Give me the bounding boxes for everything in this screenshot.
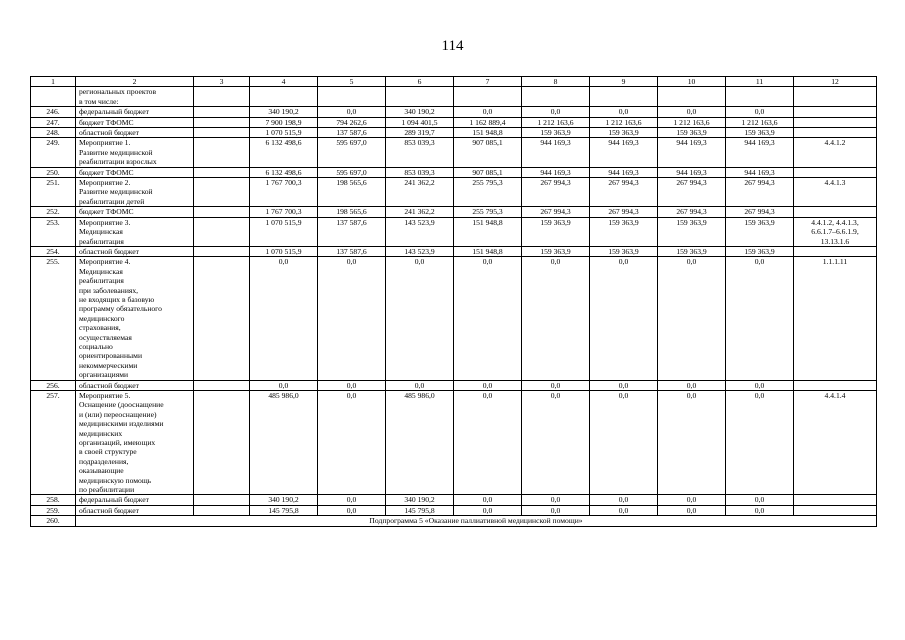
column-header: 1 [31,77,76,87]
value-cell: 1 212 163,6 [658,117,726,127]
description-cell: областной бюджет [76,505,194,515]
row-number-cell: 253. [31,217,76,246]
column-3-cell [194,87,250,107]
value-cell: 137 587,6 [318,246,386,256]
value-cell: 0,0 [454,505,522,515]
description-cell: Мероприятие 4. Медицинская реабилитация при заболеваниях, не входящих в базовую программу обязательного медицинского страхования, осуществляемая социально ориентированными некоммерческими организациями [76,257,194,380]
table-row [31,117,877,127]
value-cell: 0,0 [590,391,658,495]
column-header: 6 [386,77,454,87]
table-row [31,87,877,107]
reference-cell [794,505,877,515]
value-cell: 1 162 889,4 [454,117,522,127]
value-cell [658,87,726,107]
column-number-row [31,77,877,87]
subprogram-title-cell: Подпрограмма 5 «Оказание паллиативной медицинской помощи» [76,516,877,526]
value-cell [726,87,794,107]
value-cell: 944 169,3 [590,138,658,167]
value-cell: 0,0 [658,380,726,390]
value-cell: 0,0 [454,107,522,117]
subprogram-row [31,516,877,526]
row-number-cell [31,87,76,107]
table-body [31,87,877,526]
value-cell: 0,0 [386,380,454,390]
value-cell: 137 587,6 [318,128,386,138]
description-cell: бюджет ТФОМС [76,117,194,127]
value-cell: 143 523,9 [386,217,454,246]
description-cell: федеральный бюджет [76,107,194,117]
reference-cell [794,117,877,127]
reference-cell [794,207,877,217]
row-number-cell: 250. [31,167,76,177]
column-3-cell [194,107,250,117]
row-number-cell: 247. [31,117,76,127]
value-cell: 159 363,9 [726,246,794,256]
column-header: 12 [794,77,877,87]
value-cell: 159 363,9 [522,217,590,246]
value-cell: 0,0 [318,107,386,117]
value-cell: 159 363,9 [726,128,794,138]
table-row [31,178,877,207]
value-cell: 151 948,8 [454,128,522,138]
value-cell: 198 565,6 [318,178,386,207]
value-cell: 159 363,9 [590,246,658,256]
value-cell: 0,0 [318,380,386,390]
value-cell: 143 523,9 [386,246,454,256]
value-cell: 0,0 [522,257,590,380]
reference-cell: 4.4.1.2, 4.4.1.3, 6.6.1.7–6.6.1.9, 13.13.1.6 [794,217,877,246]
value-cell: 485 986,0 [386,391,454,495]
value-cell: 0,0 [590,505,658,515]
column-header: 9 [590,77,658,87]
value-cell: 595 697,0 [318,138,386,167]
value-cell: 267 994,3 [658,178,726,207]
value-cell: 340 190,2 [386,495,454,505]
column-3-cell [194,505,250,515]
value-cell: 0,0 [454,257,522,380]
description-cell: бюджет ТФОМС [76,207,194,217]
value-cell: 159 363,9 [658,246,726,256]
value-cell: 0,0 [658,257,726,380]
value-cell: 907 085,1 [454,138,522,167]
value-cell: 151 948,8 [454,246,522,256]
value-cell: 159 363,9 [658,217,726,246]
reference-cell: 4.4.1.2 [794,138,877,167]
value-cell: 340 190,2 [250,107,318,117]
reference-cell [794,128,877,138]
value-cell: 485 986,0 [250,391,318,495]
value-cell: 6 132 498,6 [250,138,318,167]
value-cell: 159 363,9 [590,128,658,138]
value-cell: 794 262,6 [318,117,386,127]
value-cell: 0,0 [726,391,794,495]
value-cell [522,87,590,107]
value-cell: 6 132 498,6 [250,167,318,177]
row-number-cell: 260. [31,516,76,526]
value-cell: 267 994,3 [726,178,794,207]
value-cell: 0,0 [726,505,794,515]
row-number-cell: 251. [31,178,76,207]
value-cell: 0,0 [658,505,726,515]
value-cell: 0,0 [522,505,590,515]
description-cell: Мероприятие 1. Развитие медицинской реабилитации взрослых [76,138,194,167]
column-3-cell [194,178,250,207]
column-header: 5 [318,77,386,87]
value-cell: 944 169,3 [726,167,794,177]
budget-table [30,76,877,527]
value-cell: 0,0 [318,391,386,495]
description-cell: Мероприятие 5. Оснащение (дооснащение и (или) переоснащение) медицинскими изделиями медицинских организаций, имеющих в своей структуре подразделения, оказывающие медицинскую помощь по реабилитации [76,391,194,495]
value-cell: 255 795,3 [454,207,522,217]
value-cell: 944 169,3 [590,167,658,177]
description-cell: федеральный бюджет [76,495,194,505]
description-cell: бюджет ТФОМС [76,167,194,177]
value-cell: 267 994,3 [590,178,658,207]
value-cell: 159 363,9 [658,128,726,138]
table-row [31,207,877,217]
value-cell [590,87,658,107]
column-3-cell [194,257,250,380]
value-cell: 267 994,3 [522,207,590,217]
value-cell: 853 039,3 [386,138,454,167]
column-header: 2 [76,77,194,87]
reference-cell [794,167,877,177]
row-number-cell: 259. [31,505,76,515]
value-cell: 241 362,2 [386,178,454,207]
row-number-cell: 255. [31,257,76,380]
value-cell: 0,0 [590,257,658,380]
value-cell: 198 565,6 [318,207,386,217]
value-cell: 0,0 [454,380,522,390]
value-cell: 1 070 515,9 [250,246,318,256]
table-row [31,246,877,256]
value-cell: 267 994,3 [522,178,590,207]
column-header: 8 [522,77,590,87]
value-cell: 0,0 [590,495,658,505]
row-number-cell: 257. [31,391,76,495]
column-3-cell [194,207,250,217]
value-cell: 1 767 700,3 [250,178,318,207]
value-cell: 853 039,3 [386,167,454,177]
column-3-cell [194,167,250,177]
table-row [31,257,877,380]
reference-cell [794,246,877,256]
row-number-cell: 256. [31,380,76,390]
value-cell: 944 169,3 [658,138,726,167]
value-cell [250,87,318,107]
value-cell: 255 795,3 [454,178,522,207]
value-cell: 944 169,3 [522,167,590,177]
table-row [31,505,877,515]
column-header: 3 [194,77,250,87]
value-cell: 0,0 [726,257,794,380]
table-row [31,217,877,246]
page-number: 114 [441,38,464,54]
value-cell: 267 994,3 [658,207,726,217]
value-cell: 1 070 515,9 [250,217,318,246]
value-cell: 595 697,0 [318,167,386,177]
value-cell: 1 767 700,3 [250,207,318,217]
value-cell [454,87,522,107]
column-3-cell [194,495,250,505]
value-cell: 151 948,8 [454,217,522,246]
value-cell: 0,0 [590,380,658,390]
value-cell: 0,0 [318,505,386,515]
value-cell: 1 212 163,6 [590,117,658,127]
reference-cell: 4.4.1.3 [794,178,877,207]
value-cell: 907 085,1 [454,167,522,177]
value-cell: 289 319,7 [386,128,454,138]
value-cell: 145 795,8 [250,505,318,515]
column-3-cell [194,117,250,127]
reference-cell [794,495,877,505]
value-cell: 0,0 [658,391,726,495]
table-row [31,495,877,505]
value-cell: 0,0 [590,107,658,117]
table-row [31,107,877,117]
row-number-cell: 249. [31,138,76,167]
value-cell: 0,0 [454,495,522,505]
column-3-cell [194,380,250,390]
reference-cell: 4.4.1.4 [794,391,877,495]
reference-cell [794,107,877,117]
column-header: 7 [454,77,522,87]
value-cell [386,87,454,107]
value-cell: 0,0 [250,257,318,380]
value-cell: 0,0 [522,380,590,390]
value-cell: 944 169,3 [658,167,726,177]
column-3-cell [194,138,250,167]
row-number-cell: 248. [31,128,76,138]
value-cell: 0,0 [658,495,726,505]
value-cell: 145 795,8 [386,505,454,515]
value-cell [318,87,386,107]
value-cell: 0,0 [726,107,794,117]
value-cell: 1 212 163,6 [726,117,794,127]
value-cell: 159 363,9 [522,246,590,256]
description-cell: Мероприятие 2. Развитие медицинской реабилитации детей [76,178,194,207]
value-cell: 1 094 401,5 [386,117,454,127]
value-cell: 159 363,9 [522,128,590,138]
row-number-cell: 252. [31,207,76,217]
row-number-cell: 258. [31,495,76,505]
column-3-cell [194,217,250,246]
reference-cell [794,87,877,107]
value-cell: 0,0 [522,495,590,505]
value-cell: 241 362,2 [386,207,454,217]
value-cell: 1 212 163,6 [522,117,590,127]
description-cell: областной бюджет [76,128,194,138]
table-row [31,138,877,167]
column-header: 11 [726,77,794,87]
description-cell: региональных проектов в том числе: [76,87,194,107]
column-3-cell [194,128,250,138]
value-cell: 0,0 [726,495,794,505]
value-cell: 159 363,9 [590,217,658,246]
value-cell: 0,0 [318,257,386,380]
value-cell: 0,0 [318,495,386,505]
value-cell: 944 169,3 [726,138,794,167]
value-cell: 0,0 [658,107,726,117]
table-row [31,128,877,138]
value-cell: 340 190,2 [386,107,454,117]
row-number-cell: 254. [31,246,76,256]
value-cell: 944 169,3 [522,138,590,167]
column-3-cell [194,391,250,495]
value-cell: 340 190,2 [250,495,318,505]
reference-cell [794,380,877,390]
description-cell: Мероприятие 3. Медицинская реабилитация [76,217,194,246]
value-cell: 159 363,9 [726,217,794,246]
value-cell: 0,0 [522,107,590,117]
value-cell: 7 900 198,9 [250,117,318,127]
value-cell: 0,0 [386,257,454,380]
column-3-cell [194,246,250,256]
value-cell: 0,0 [522,391,590,495]
table-row [31,391,877,495]
description-cell: областной бюджет [76,380,194,390]
description-cell: областной бюджет [76,246,194,256]
value-cell: 267 994,3 [590,207,658,217]
table-row [31,380,877,390]
reference-cell: 1.1.1.11 [794,257,877,380]
row-number-cell: 246. [31,107,76,117]
value-cell: 0,0 [454,391,522,495]
value-cell: 137 587,6 [318,217,386,246]
value-cell: 0,0 [250,380,318,390]
column-header: 4 [250,77,318,87]
value-cell: 1 070 515,9 [250,128,318,138]
table-row [31,167,877,177]
value-cell: 0,0 [726,380,794,390]
value-cell: 267 994,3 [726,207,794,217]
column-header: 10 [658,77,726,87]
